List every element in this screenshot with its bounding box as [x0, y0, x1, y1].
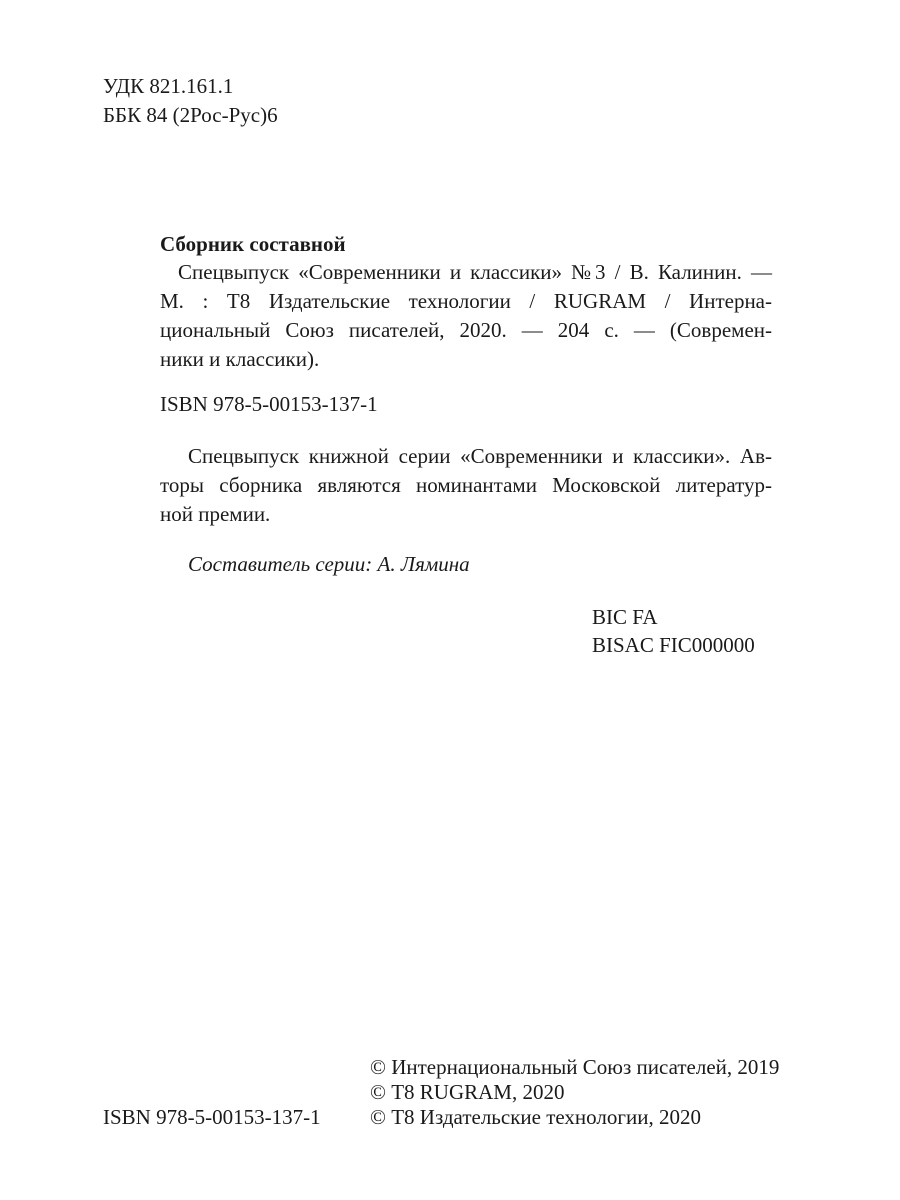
description-line: М. : Т8 Издательские технологии / RUGRAM / Интерна- [160, 289, 772, 313]
annotation [160, 442, 772, 529]
footer-isbn: ISBN 978-5-00153-137-1 [103, 1105, 321, 1129]
udk-code: УДК 821.161.1 [103, 74, 234, 98]
description-line: Спецвыпуск «Современники и классики» №3 / В. Калинин. — [178, 260, 772, 284]
bic-code: BIC FA [592, 605, 658, 629]
annotation-line: Спецвыпуск книжной серии «Современники и классики». Ав- [188, 444, 772, 468]
description-line: ники и классики). [160, 347, 320, 371]
copyright-line: © Т8 Издательские технологии, 2020 [370, 1105, 701, 1129]
bbk-code: ББК 84 (2Рос-Рус)6 [103, 103, 278, 127]
description-line: циональный Союз писателей, 2020. — 204 с. — (Современ- [160, 318, 772, 342]
book-title: Сборник составной [160, 232, 346, 256]
bisac-code: BISAC FIC000000 [592, 633, 755, 657]
copyright-line: © Интернациональный Союз писателей, 2019 [370, 1055, 780, 1079]
isbn: ISBN 978-5-00153-137-1 [160, 392, 378, 416]
copyright-line: © Т8 RUGRAM, 2020 [370, 1080, 565, 1104]
series-compiler: Составитель серии: А. Лямина [188, 552, 470, 576]
bibliographic-description [160, 258, 772, 374]
annotation-line: торы сборника являются номинантами Московской литератур- [160, 473, 772, 497]
annotation-line: ной премии. [160, 502, 271, 526]
